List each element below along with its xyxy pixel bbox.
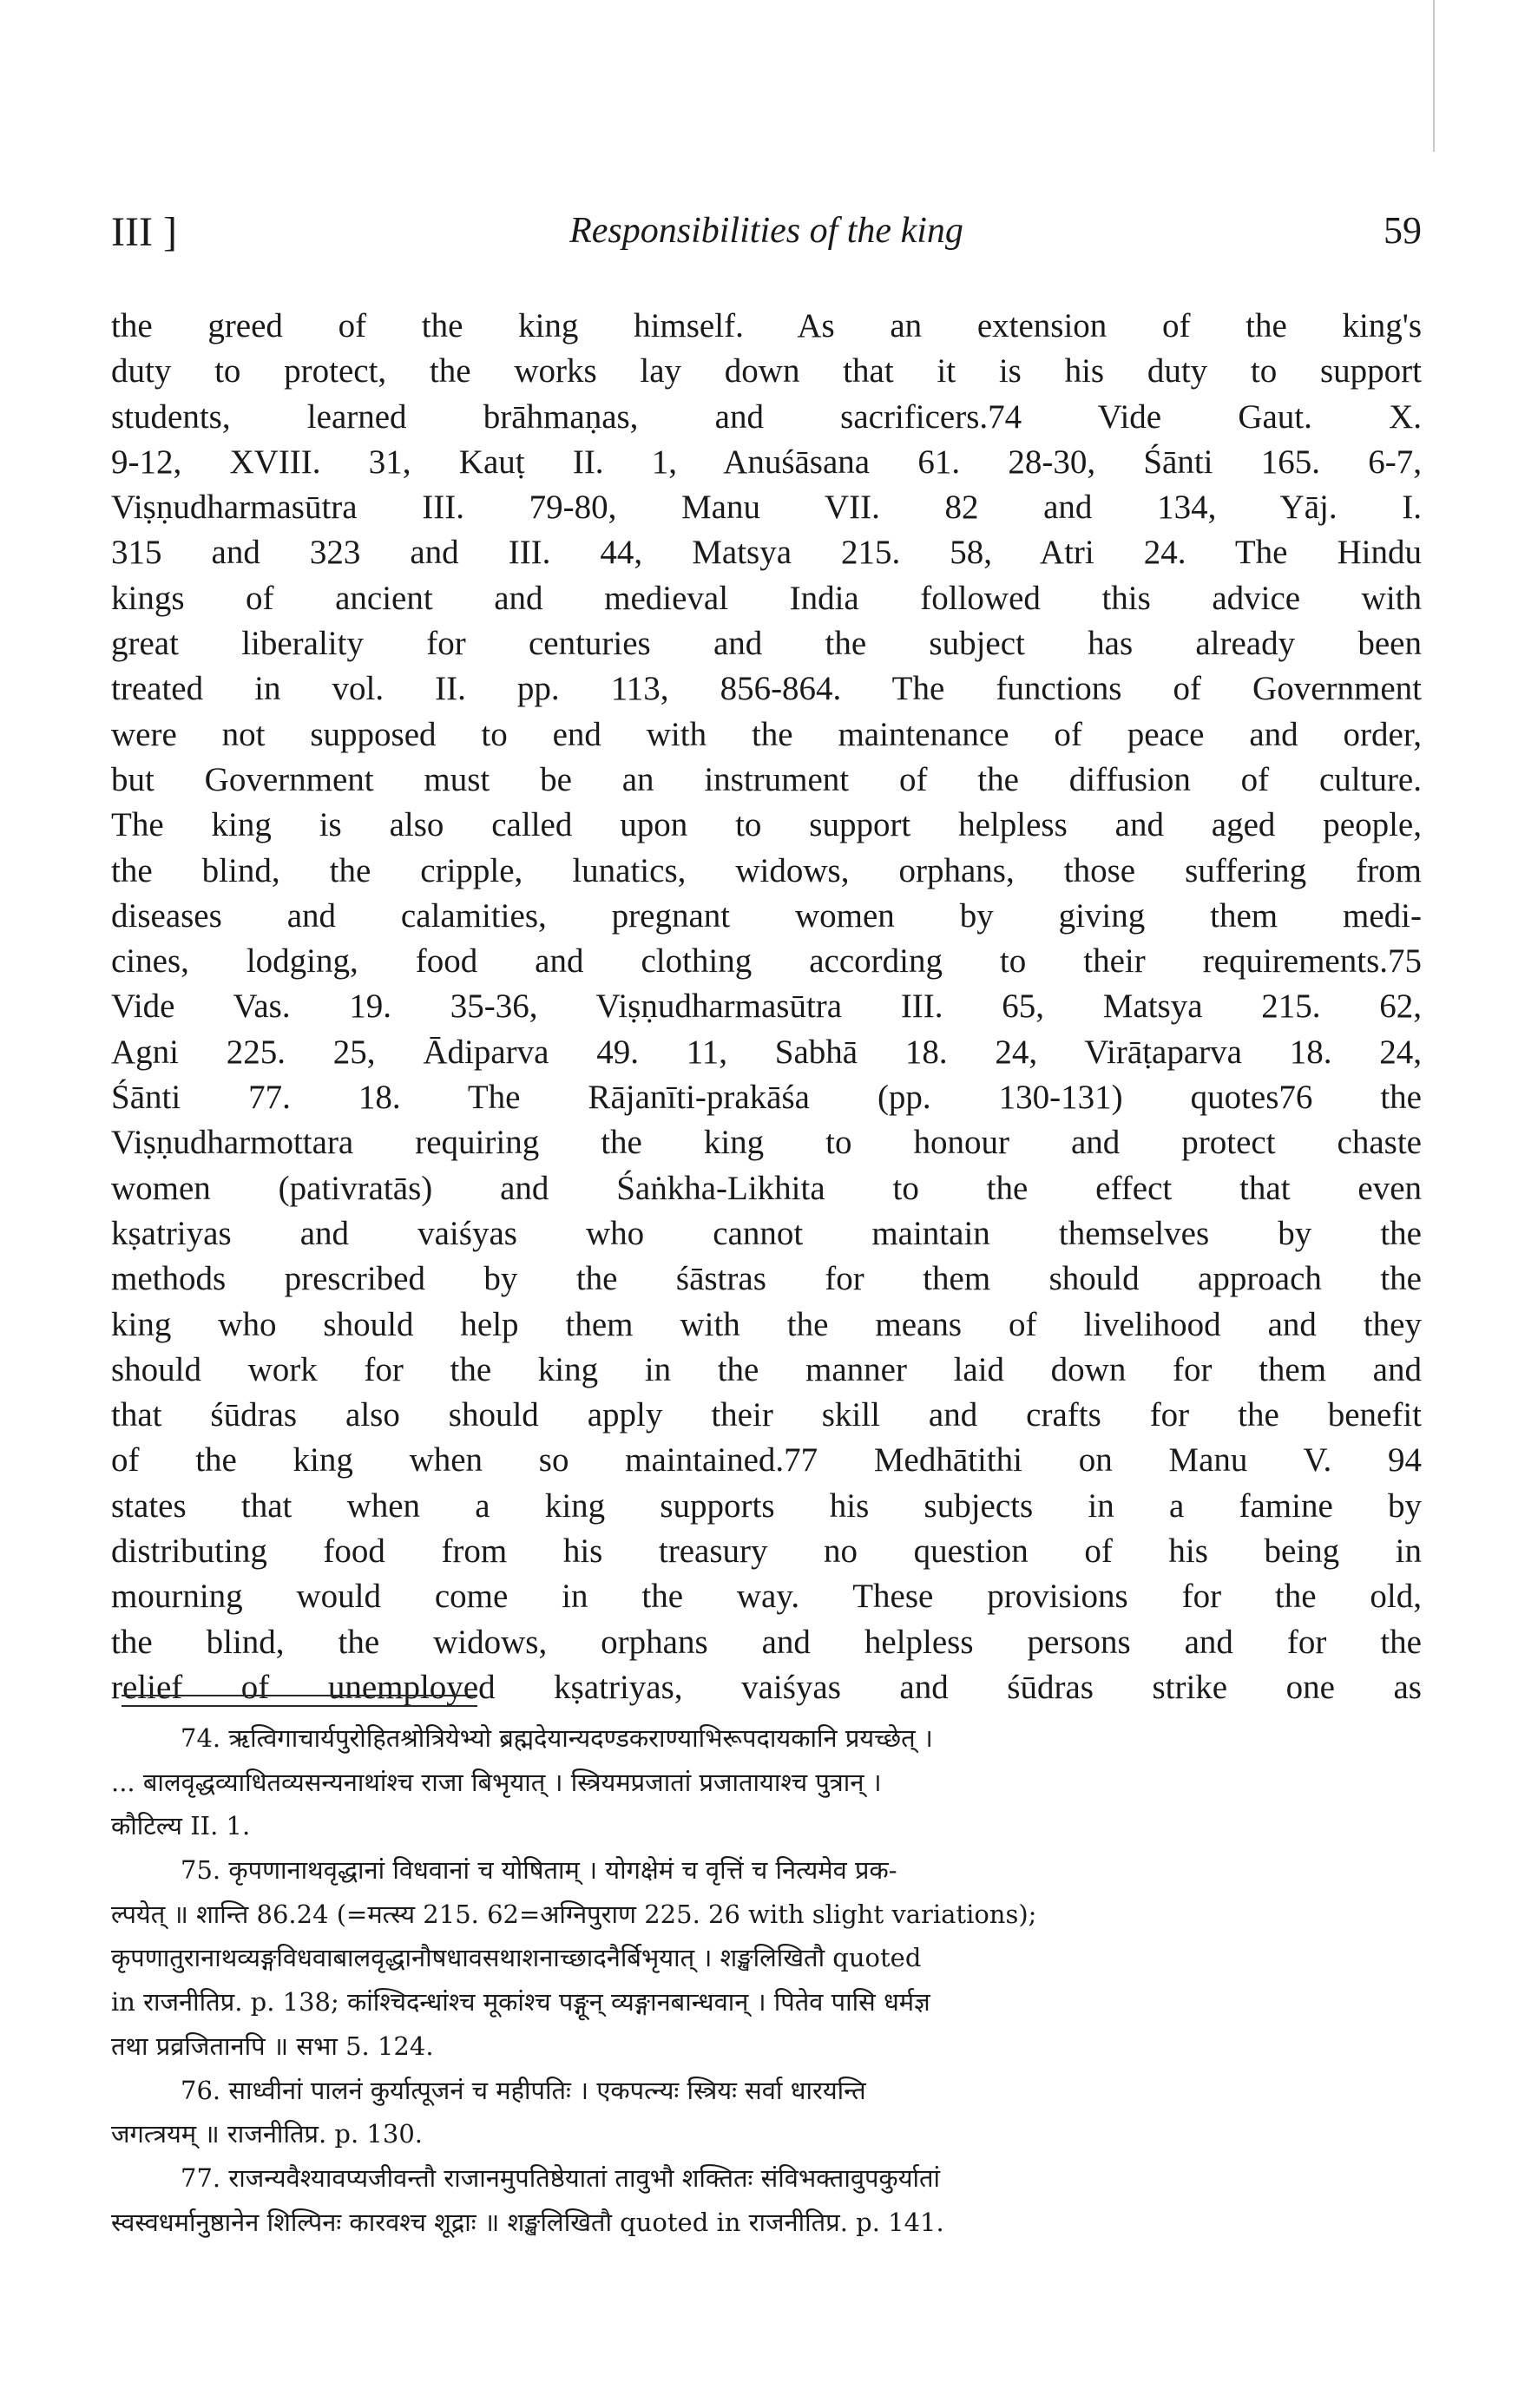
footnote-line: ... बालवृद्धव्याधितव्यसन्यनाथांश्च राजा बिभृयात् । स्त्रियमप्रजातां प्रजातायाश्च पुत्रान् । bbox=[111, 1767, 882, 1797]
body-line: were not supposed to end with the maintenance of peace and order, bbox=[111, 715, 1422, 753]
body-line: the blind, the cripple, lunatics, widows, orphans, those suffering from bbox=[111, 851, 1422, 889]
body-line: great liberality for centuries and the subject has already been bbox=[111, 625, 1422, 663]
body-line: mourning would come in the way. These provisions for the old, bbox=[111, 1578, 1422, 1616]
body-line: king who should help them with the means of livelihood and they bbox=[111, 1305, 1422, 1343]
footnote-line: जगत्त्रयम् ॥ राजनीतिप्र. p. 130. bbox=[111, 2119, 423, 2149]
body-line: duty to protect, the works lay down that it is his duty to support bbox=[111, 352, 1422, 390]
body-line: distributing food from his treasury no question of his being in bbox=[111, 1532, 1422, 1571]
body-line: Vide Vas. 19. 35-36, Viṣṇudharmasūtra III. 65, Matsya 215. 62, bbox=[111, 987, 1422, 1026]
running-title: Responsibilities of the king bbox=[569, 211, 963, 251]
footnote-line: तथा प्रव्रजितानपि ॥ सभा 5. 124. bbox=[111, 2031, 434, 2061]
body-line: 315 and 323 and III. 44, Matsya 215. 58, Atri 24. The Hindu bbox=[111, 534, 1422, 572]
body-line: women (pativratās) and Śaṅkha-Likhita to the effect that even bbox=[111, 1169, 1422, 1207]
footnote-line: स्वस्वधर्मानुष्ठानेन शिल्पिनः कारवश्च शूद्राः ॥ शङ्खलिखितौ quoted in राजनीतिप्र. p. 141. bbox=[111, 2207, 944, 2237]
body-line: the greed of the king himself. As an extension of the king's bbox=[111, 307, 1422, 344]
body-line: kings of ancient and medieval India followed this advice with bbox=[111, 579, 1422, 617]
footnote-rule bbox=[122, 1695, 477, 1707]
footnote-74: 74. ऋत्विगाचार्यपुरोहितश्रोत्रियेभ्यो ब्रह्मदेयान्यदण्डकराण्याभिरूपदायकानि प्रयच्छेत् । bbox=[181, 1723, 933, 1753]
body-line: diseases and calamities, pregnant women by giving them medi- bbox=[111, 896, 1422, 935]
body-line: kṣatriyas and vaiśyas who cannot maintain themselves by the bbox=[111, 1214, 1422, 1252]
body-line: students, learned brāhmaṇas, and sacrificers.74 Vide Gaut. X. bbox=[111, 397, 1422, 436]
body-text bbox=[111, 304, 1422, 1710]
body-line: the blind, the widows, orphans and helpless persons and for the bbox=[111, 1623, 1422, 1661]
body-line: Śānti 77. 18. The Rājanīti-prakāśa (pp. 130-131) quotes76 the bbox=[111, 1079, 1422, 1117]
body-line: that śūdras also should apply their skill and crafts for the benefit bbox=[111, 1396, 1422, 1434]
body-line: but Government must be an instrument of the diffusion of culture. bbox=[111, 760, 1422, 798]
body-line: Agni 225. 25, Ādiparva 49. 11, Sabhā 18. 24, Virāṭaparva 18. 24, bbox=[111, 1033, 1422, 1071]
footnote-line: in राजनीतिप्र. p. 138; कांश्चिदन्धांश्च मूकांश्च पङ्गून् व्यङ्गानबान्धवान् । पितेव पासि धर्मज्ञ bbox=[111, 1987, 930, 2018]
footnotes bbox=[111, 1716, 1422, 2244]
body-line: Viṣṇudharmasūtra III. 79-80, Manu VII. 82 and 134, Yāj. I. bbox=[111, 489, 1422, 527]
body-line: methods prescribed by the śāstras for them should approach the bbox=[111, 1260, 1422, 1298]
body-line: of the king when so maintained.77 Medhātithi on Manu V. 94 bbox=[111, 1441, 1422, 1480]
page-number: 59 bbox=[1384, 209, 1422, 252]
body-line: Viṣṇudharmottara requiring the king to honour and protect chaste bbox=[111, 1124, 1422, 1162]
footnote-76: 76. साध्वीनां पालनं कुर्यात्पूजनं च महीपतिः । एकपत्न्यः स्त्रियः सर्वा धारयन्ति bbox=[181, 2075, 866, 2105]
running-head bbox=[111, 208, 1422, 260]
body-line: The king is also called upon to support helpless and aged people, bbox=[111, 806, 1422, 844]
footnote-77: 77. राजन्यवैश्यावप्यजीवन्तौ राजानमुपतिष्ठेयातां तावुभौ शक्तितः संविभक्तावुपकुर्यातां bbox=[181, 2162, 941, 2193]
body-line: 9-12, XVIII. 31, Kauṭ II. 1, Anuśāsana 61. 28-30, Śānti 165. 6-7, bbox=[111, 443, 1422, 481]
margin-rule bbox=[1433, 0, 1435, 152]
body-line: should work for the king in the manner laid down for them and bbox=[111, 1350, 1422, 1388]
footnote-line: कौटिल्य II. 1. bbox=[111, 1811, 251, 1841]
body-line: cines, lodging, food and clothing according to their requirements.75 bbox=[111, 942, 1422, 981]
body-line: treated in vol. II. pp. 113, 856-864. The functions of Government bbox=[111, 670, 1422, 708]
body-line: relief of unemployed kṣatriyas, vaiśyas and śūdras strike one as bbox=[111, 1668, 1422, 1706]
footnote-line: कृपणातुरानाथव्यङ्गविधवाबालवृद्धानौषधावसथाशनाच्छादनैर्बिभृयात् । शङ्खलिखितौ quoted bbox=[111, 1943, 922, 1973]
footnote-line: ल्पयेत् ॥ शान्ति 86.24 (=मत्स्य 215. 62=अग्निपुराण 225. 26 with slight variations); bbox=[111, 1899, 1037, 1929]
footnote-75: 75. कृपणानाथवृद्धानां विधवानां च योषिताम् । योगक्षेमं च वृत्तिं च नित्यमेव प्रक- bbox=[181, 1855, 897, 1886]
body-line: states that when a king supports his subjects in a famine by bbox=[111, 1486, 1422, 1525]
chapter-marker: III ] bbox=[111, 209, 177, 255]
